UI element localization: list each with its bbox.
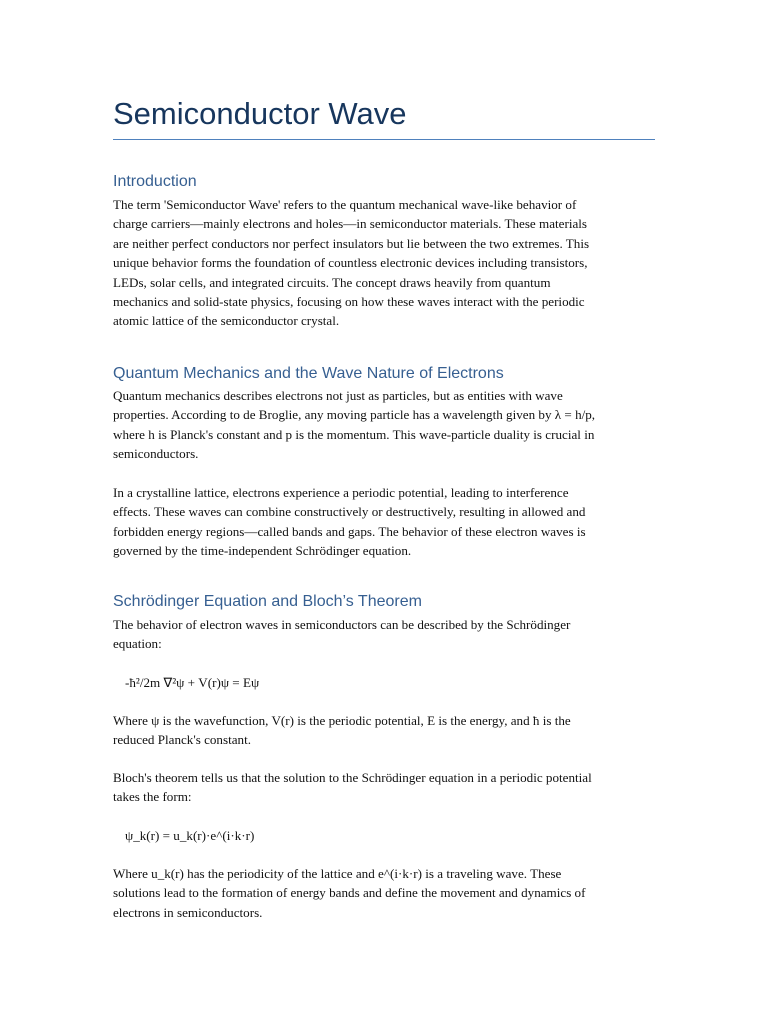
wavefunction-paragraph xyxy=(113,711,658,750)
text-line: mechanics and solid-state physics, focusing on how these waves interact with the periodic xyxy=(113,294,585,310)
text-line: solutions lead to the formation of energy bands and define the movement and dynamics of xyxy=(113,885,586,901)
energy-bands-paragraph xyxy=(113,864,658,922)
text-line: atomic lattice of the semiconductor crystal. xyxy=(113,313,340,329)
section-heading-quantum-mechanics: Quantum Mechanics and the Wave Nature of Electrons xyxy=(113,365,504,382)
text-line: Where ψ is the wavefunction, V(r) is the periodic potential, E is the energy, and ħ is the xyxy=(113,713,571,728)
text-line: where h is Planck's constant and p is the momentum. This wave-particle duality is crucial in xyxy=(113,426,595,442)
introduction-paragraph xyxy=(113,195,658,331)
bloch-paragraph xyxy=(113,768,658,807)
schrodinger-intro-paragraph xyxy=(113,615,658,654)
text-line: LEDs, solar cells, and integrated circuits. The concept draws heavily from quantum xyxy=(113,274,551,290)
text-line: equation: xyxy=(113,636,162,652)
quantum-paragraph-1 xyxy=(113,386,658,464)
schrodinger-equation: -ħ²/2m ∇²ψ + V(r)ψ = Eψ xyxy=(125,675,260,690)
document-title: Semiconductor Wave xyxy=(113,96,407,131)
text-line: are neither perfect conductors nor perfect insulators but lie between the two extremes. This xyxy=(113,235,590,251)
text-line: effects. These waves can combine constructively or destructively, resulting in allowed and xyxy=(113,504,586,520)
section-heading-schrodinger-bloch: Schrödinger Equation and Bloch’s Theorem xyxy=(113,593,422,610)
text-line: In a crystalline lattice, electrons experience a periodic potential, leading to interference xyxy=(113,485,569,500)
text-line: forbidden energy regions—called bands and gaps. The behavior of these electron waves is xyxy=(113,523,586,539)
text-line: The term 'Semiconductor Wave' refers to the quantum mechanical wave-like behavior of xyxy=(113,197,577,212)
section-heading-introduction: Introduction xyxy=(113,173,197,190)
text-line: properties. According to de Broglie, any moving particle has a wavelength given by λ = h/p, xyxy=(113,407,596,423)
title-divider xyxy=(113,139,655,140)
bloch-equation: ψ_k(r) = u_k(r)·e^(i·k·r) xyxy=(125,828,255,843)
text-line: charge carriers—mainly electrons and holes—in semiconductor materials. These materials xyxy=(113,216,587,232)
text-line: electrons in semiconductors. xyxy=(113,904,263,920)
text-line: semiconductors. xyxy=(113,446,199,462)
quantum-paragraph-2 xyxy=(113,483,658,561)
text-line: reduced Planck's constant. xyxy=(113,732,251,748)
text-line: Bloch's theorem tells us that the solution to the Schrödinger equation in a periodic potential xyxy=(113,770,592,785)
text-line: governed by the time-independent Schrödinger equation. xyxy=(113,543,412,559)
text-line: Where u_k(r) has the periodicity of the lattice and e^(i·k·r) is a traveling wave. These xyxy=(113,866,562,881)
text-line: The behavior of electron waves in semiconductors can be described by the Schrödinger xyxy=(113,617,571,632)
text-line: unique behavior forms the foundation of countless electronic devices including transistors, xyxy=(113,255,588,271)
text-line: Quantum mechanics describes electrons not just as particles, but as entities with wave xyxy=(113,388,563,403)
text-line: takes the form: xyxy=(113,789,192,805)
